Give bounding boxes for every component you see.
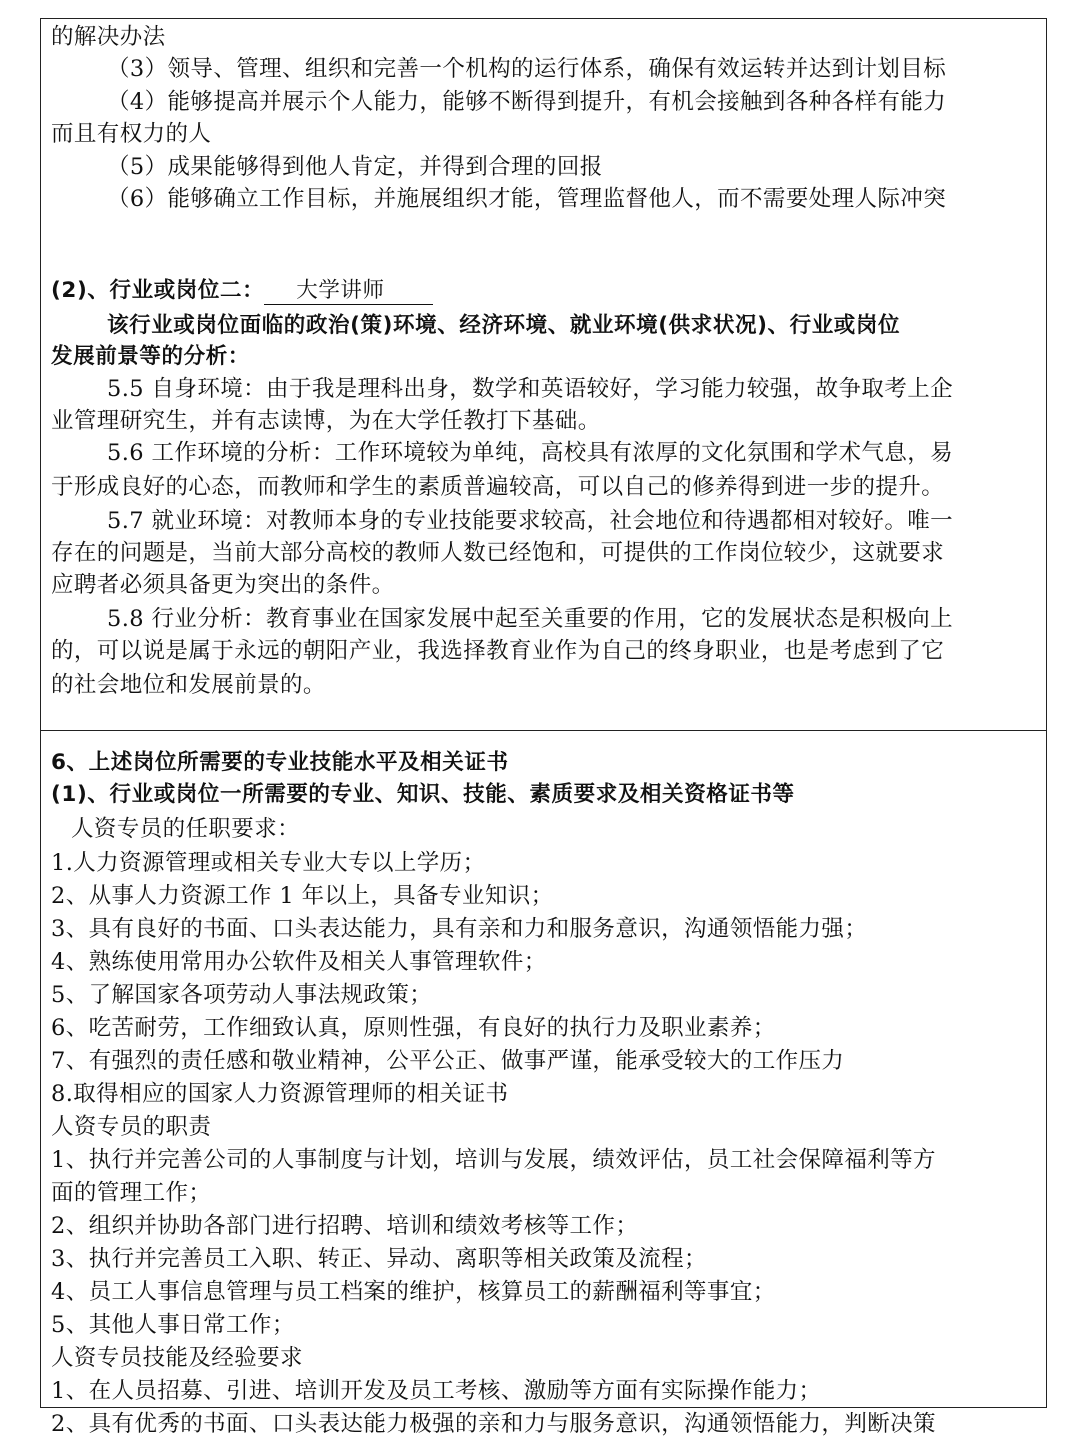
underlined-job-title: 大学讲师 [264, 278, 432, 305]
paragraph-line: 业管理研究生，并有志读博，为在大学任教打下基础。 [51, 408, 601, 434]
subsection-heading: (1)、行业或岗位一所需要的专业、知识、技能、素质要求及相关资格证书等 [51, 782, 795, 807]
list-item: 2、具有优秀的书面、口头表达能力极强的亲和力与服务意识，沟通领悟能力，判断决策 [51, 1411, 936, 1437]
paragraph-line: 的，可以说是属于永远的朝阳产业，我选择教育业作为自己的终身职业，也是考虑到了它 [51, 638, 945, 664]
list-item: 2、组织并协助各部门进行招聘、培训和绩效考核等工作； [51, 1213, 639, 1239]
text-line: （4）能够提高并展示个人能力，能够不断得到提升，有机会接触到各种各样有能力 [107, 89, 947, 115]
list-item: 4、熟练使用常用办公软件及相关人事管理软件； [51, 949, 547, 975]
list-item: 6、吃苦耐劳，工作细致认真，原则性强，有良好的执行力及职业素养； [51, 1015, 776, 1041]
document-table [40, 18, 1047, 1437]
paragraph-line: 的社会地位和发展前景的。 [51, 672, 326, 698]
paragraph-line: 5.8 行业分析：教育事业在国家发展中起至关重要的作用，它的发展状态是积极向上 [107, 606, 954, 632]
paragraph-line: 存在的问题是，当前大部分高校的教师人数已经饱和，可提供的工作岗位较少，这就要求 [51, 540, 945, 566]
text-line: 而且有权力的人 [51, 121, 212, 147]
paragraph-line: 于形成良好的心态，而教师和学生的素质普遍较高，可以自己的修养得到进一步的提升。 [51, 474, 945, 500]
text-line: 的解决办法 [51, 24, 166, 50]
analysis-heading-line: 发展前景等的分析： [51, 344, 250, 369]
list-item: 5、了解国家各项劳动人事法规政策； [51, 982, 433, 1008]
text-line: （5）成果能够得到他人肯定，并得到合理的回报 [107, 154, 603, 180]
paragraph-line: 应聘者必须具备更为突出的条件。 [51, 572, 395, 598]
list-item: 面的管理工作； [51, 1180, 212, 1206]
list-item: 1.人力资源管理或相关专业大专以上学历； [51, 850, 486, 876]
section-heading-skills: 6、上述岗位所需要的专业技能水平及相关证书 [51, 750, 509, 775]
paragraph-line: 5.6 工作环境的分析：工作环境较为单纯，高校具有浓厚的文化氛围和学术气息，易 [107, 440, 954, 466]
list-item: 3、执行并完善员工入职、转正、异动、离职等相关政策及流程； [51, 1246, 707, 1272]
list-item: 3、具有良好的书面、口头表达能力，具有亲和力和服务意识，沟通领悟能力强； [51, 916, 868, 942]
section-heading-industry-two [51, 275, 433, 307]
table-cell-skills-certificates [41, 731, 1046, 1437]
list-title: 人资专员技能及经验要求 [51, 1345, 303, 1371]
list-item: 1、执行并完善公司的人事制度与计划，培训与发展，绩效评估，员工社会保障福利等方 [51, 1147, 936, 1173]
paragraph-line: 5.7 就业环境：对教师本身的专业技能要求较高，社会地位和待遇都相对较好。唯一 [107, 508, 954, 534]
list-item: 8.取得相应的国家人力资源管理师的相关证书 [51, 1081, 509, 1107]
list-item: 4、员工人事信息管理与员工档案的维护，核算员工的薪酬福利等事宜； [51, 1279, 776, 1305]
list-title: 人资专员的职责 [51, 1114, 212, 1140]
section-heading-label: (2)、行业或岗位二： [51, 278, 265, 303]
list-item: 2、从事人力资源工作 1 年以上，具备专业知识； [51, 883, 554, 909]
list-item: 1、在人员招募、引进、培训开发及员工考核、激励等方面有实际操作能力； [51, 1378, 822, 1404]
text-line: （6）能够确立工作目标，并施展组织才能，管理监督他人，而不需要处理人际冲突 [107, 186, 947, 212]
list-item: 5、其他人事日常工作； [51, 1312, 295, 1338]
text-line: （3）领导、管理、组织和完善一个机构的运行体系，确保有效运转并达到计划目标 [107, 56, 947, 82]
table-cell-industry-analysis [41, 19, 1046, 731]
paragraph-line: 5.5 自身环境：由于我是理科出身，数学和英语较好，学习能力较强，故争取考上企 [107, 376, 954, 402]
analysis-heading-line: 该行业或岗位面临的政治(策)环境、经济环境、就业环境(供求状况)、行业或岗位 [107, 313, 901, 338]
list-title: 人资专员的任职要求： [71, 816, 301, 842]
list-item: 7、有强烈的责任感和敬业精神，公平公正、做事严谨，能承受较大的工作压力 [51, 1048, 845, 1074]
